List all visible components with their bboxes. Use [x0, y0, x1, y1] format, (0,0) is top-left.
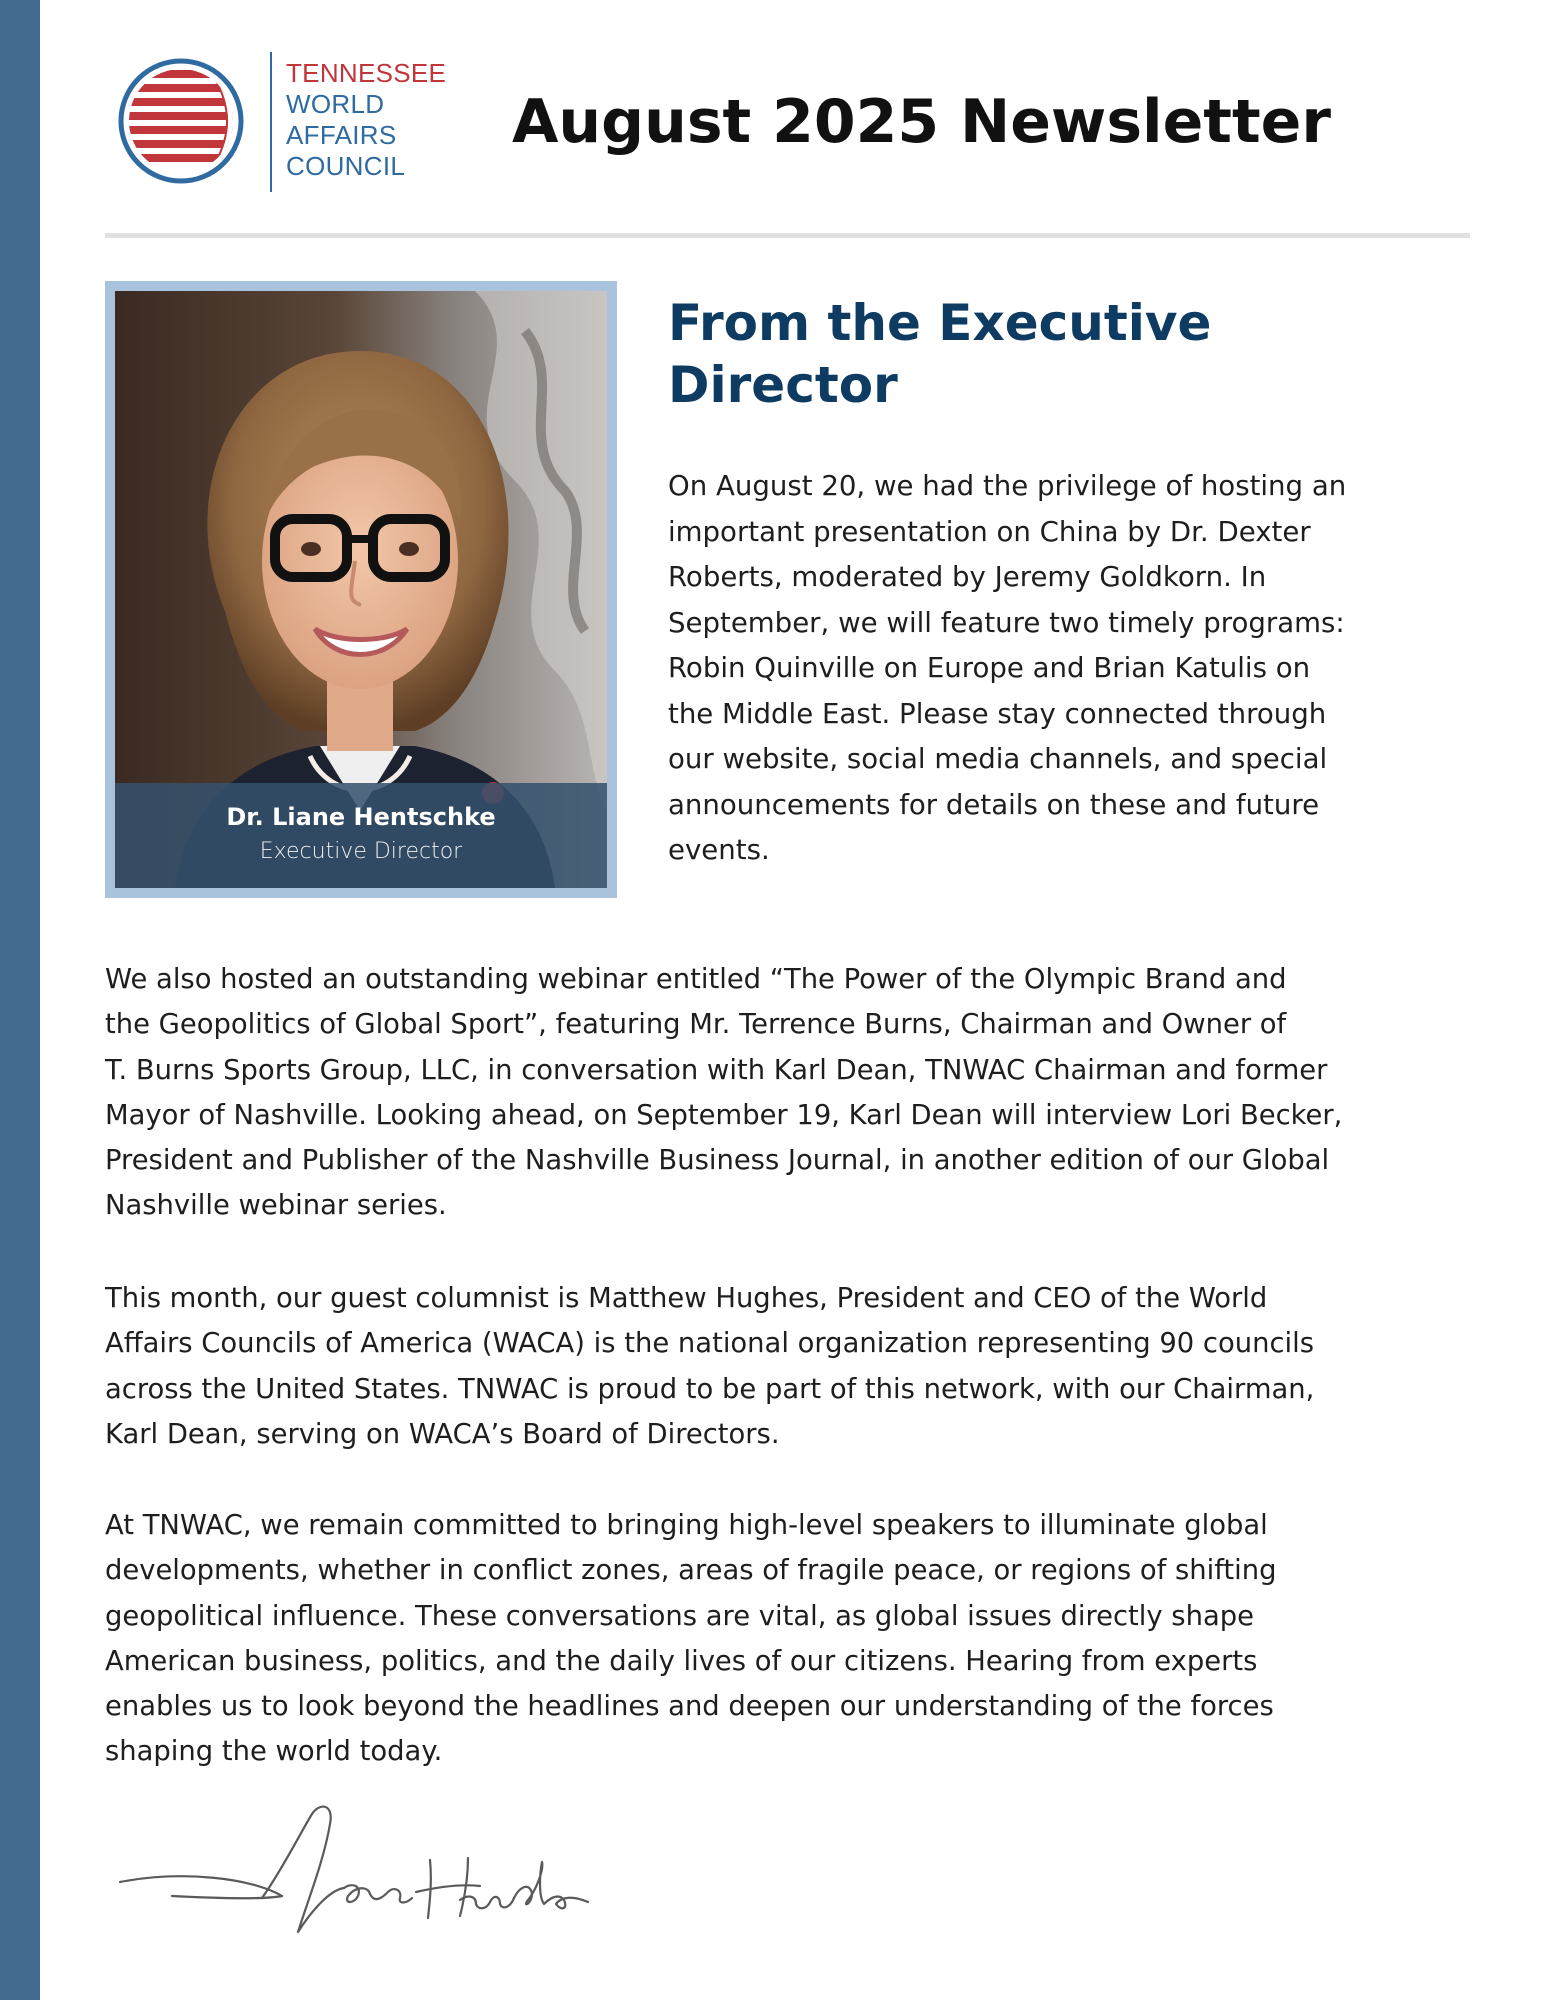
paragraph-line: This month, our guest columnist is Matthew Hughes, President and CEO of the World — [105, 1283, 1268, 1314]
handwritten-signature — [112, 1800, 602, 1950]
intro-line: September, we will feature two timely programs: — [668, 605, 1345, 639]
columnist-paragraph — [105, 1276, 1480, 1457]
paragraph-line: Karl Dean, serving on WACA’s Board of Directors. — [105, 1418, 780, 1450]
paragraph-line: across the United States. TNWAC is proud to be part of this network, with our Chairman, — [105, 1373, 1315, 1405]
caption-role: Executive Director — [259, 839, 463, 864]
intro-line: events. — [668, 833, 770, 866]
globe-stripes-icon — [116, 56, 246, 186]
intro-paragraph — [668, 463, 1468, 873]
paragraph-line: T. Burns Sports Group, LLC, in conversation with Karl Dean, TNWAC Chairman and former — [105, 1054, 1328, 1086]
council-logo — [116, 52, 476, 198]
intro-line: our website, social media channels, and special — [668, 742, 1328, 775]
section-heading — [668, 292, 1468, 416]
side-accent-bar — [0, 0, 40, 2000]
director-photo-frame — [105, 281, 617, 898]
intro-line: the Middle East. Please stay connected through — [668, 696, 1327, 730]
paragraph-line: developments, whether in conflict zones, areas of fragile peace, or regions of shifting — [105, 1555, 1277, 1587]
intro-line: Roberts, moderated by Jeremy Goldkorn. In — [668, 560, 1267, 593]
paragraph-line: We also hosted an outstanding webinar entitled “The Power of the Olympic Brand and — [105, 964, 1287, 995]
logo-divider — [270, 52, 272, 192]
logo-line-tennessee: TENNESSEE — [286, 58, 447, 88]
caption-name: Dr. Liane Hentschke — [226, 803, 496, 831]
header-divider — [105, 233, 1470, 238]
logo-line-affairs: AFFAIRS — [286, 120, 397, 150]
intro-line: On August 20, we had the privilege of hosting an — [668, 469, 1347, 502]
paragraph-line: President and Publisher of the Nashville Business Journal, in another edition of our Global — [105, 1145, 1330, 1177]
paragraph-line: shaping the world today. — [105, 1736, 443, 1768]
section-heading-line: From the Executive — [668, 294, 1212, 352]
paragraph-line: Mayor of Nashville. Looking ahead, on September 19, Karl Dean will interview Lori Becker, — [105, 1099, 1343, 1131]
director-photo — [115, 291, 607, 888]
paragraph-line: geopolitical influence. These conversations are vital, as global issues directly shape — [105, 1600, 1254, 1632]
paragraph-line: At TNWAC, we remain committed to bringing high-level speakers to illuminate global — [105, 1510, 1268, 1541]
commitment-paragraph — [105, 1503, 1480, 1775]
photo-caption — [115, 783, 607, 888]
webinar-paragraph — [105, 957, 1480, 1229]
intro-line: Robin Quinville on Europe and Brian Katulis on — [668, 651, 1311, 684]
logo-line-world: WORLD — [286, 89, 385, 119]
newsletter-title: August 2025 Newsletter — [512, 87, 1331, 157]
paragraph-line: enables us to look beyond the headlines and deepen our understanding of the forces — [105, 1691, 1274, 1723]
intro-line: announcements for details on these and future — [668, 787, 1320, 821]
paragraph-line: Affairs Councils of America (WACA) is the national organization representing 90 councils — [105, 1328, 1314, 1360]
logo-line-council: COUNCIL — [286, 151, 406, 181]
logo-wordmark — [286, 58, 446, 182]
section-heading-line: Director — [668, 356, 898, 414]
paragraph-line: the Geopolitics of Global Sport”, featuring Mr. Terrence Burns, Chairman and Owner of — [105, 1009, 1287, 1041]
paragraph-line: American business, politics, and the daily lives of our citizens. Hearing from experts — [105, 1645, 1258, 1677]
intro-line: important presentation on China by Dr. Dexter — [668, 514, 1311, 548]
paragraph-line: Nashville webinar series. — [105, 1190, 447, 1222]
